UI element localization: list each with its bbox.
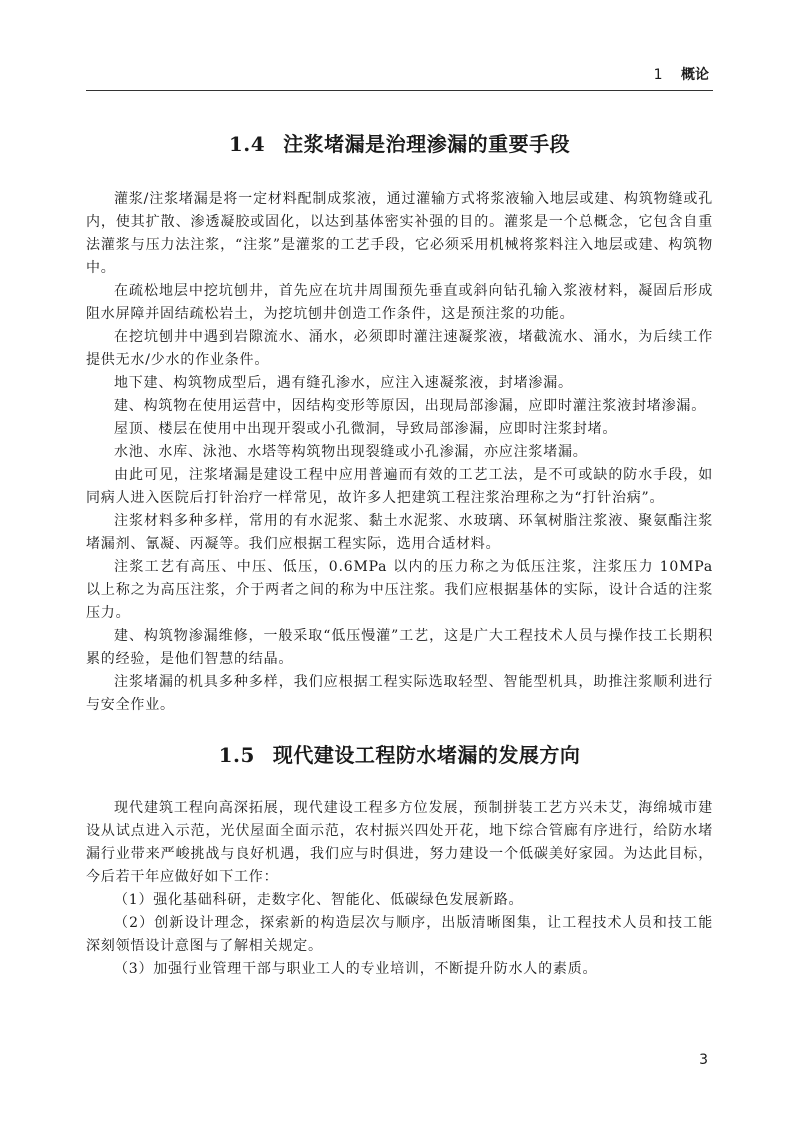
list-item: （2）创新设计理念，探索新的构造层次与顺序，出版清晰图集，让工程技术人员和技工能深刻领悟设计意图与了解相关规定。 [86,915,713,954]
paragraph: 在疏松地层中挖坑刨井，首先应在坑井周围预先垂直或斜向钻孔输入浆液材料，凝固后形成阻水屏障并固结疏松岩土，为挖坑刨井创造工作条件，这是预注浆的功能。 [86,283,713,322]
paragraph: 建、构筑物渗漏维修，一般采取“低压慢灌”工艺，这是广大工程技术人员与操作技工长期积累的经验，是他们智慧的结晶。 [86,628,713,667]
paragraph: 在挖坑刨井中遇到岩隙流水、涌水，必须即时灌注速凝浆液，堵截流水、涌水，为后续工作提供无水/少水的作业条件。 [86,329,713,368]
paragraph: 建、构筑物在使用运营中，因结构变形等原因，出现局部渗漏，应即时灌注浆液封堵渗漏。 [114,398,706,414]
paragraph: 水池、水库、泳池、水塔等构筑物出现裂缝或小孔渗漏，亦应注浆堵漏。 [114,444,588,460]
list-item: （1）强化基础科研，走数字化、智能化、低碳绿色发展新路。 [114,892,524,908]
paragraph: 屋顶、楼层在使用中出现开裂或小孔微洞，导致局部渗漏，应即时注浆封堵。 [114,421,618,437]
section-heading-1-5 [86,729,713,781]
chapter-number: 1 [653,67,663,83]
running-header-text [654,64,709,84]
paragraph: 注浆材料多种多样，常用的有水泥浆、黏土水泥浆、水玻璃、环氧树脂注浆液、聚氨酯注浆堵漏剂、氰凝、丙凝等。我们应根据工程实际，选用合适材料。 [86,513,713,552]
chapter-title: 概论 [681,67,709,83]
running-header [86,60,713,91]
paragraph: 现代建筑工程向高深拓展，现代建设工程多方位发展，预制拼装工艺方兴未艾，海绵城市建设从试点进入示范，光伏屋面全面示范，农村振兴四处开花，地下综合管廊有序进行，给防水堵漏行业带来严峻挑战与良好机遇，我们应与时俱进，努力建设一个低碳美好家园。为达此目标，今后若干年应做好如下工作： [86,800,713,885]
paragraph: 注浆堵漏的机具多种多样，我们应根据工程实际选取轻型、智能型机具，助推注浆顺利进行与安全作业。 [86,674,713,713]
page-number: 3 [699,1052,708,1068]
paragraph: 灌浆/注浆堵漏是将一定材料配制成浆液，通过灌输方式将浆液输入地层或建、构筑物缝或孔内，使其扩散、渗透凝胶或固化，以达到基体密实补强的目的。灌浆是一个总概念，它包含自重法灌浆与压力法注浆，“注浆”是灌浆的工艺手段，它必须采用机械将浆料注入地层或建、构筑物中。 [86,191,713,276]
section-title: 注浆堵漏是治理渗漏的重要手段 [283,132,571,156]
section-number: 1.5 [218,743,255,767]
paragraph: 注浆工艺有高压、中压、低压，0.6MPa 以内的压力称之为低压注浆，注浆压力 10MPa 以上称之为高压注浆，介于两者之间的称为中压注浆。我们应根据基体的实际，设计合适的注浆压力。 [86,559,713,621]
page-body [86,118,713,981]
section-title: 现代建设工程防水堵漏的发展方向 [272,743,581,767]
paragraph: 地下建、构筑物成型后，遇有缝孔渗水，应注入速凝浆液，封堵渗漏。 [114,375,573,391]
section-number: 1.4 [228,132,266,156]
paragraph: 由此可见，注浆堵漏是建设工程中应用普遍而有效的工艺工法，是不可或缺的防水手段，如同病人进入医院后打针治疗一样常见，故许多人把建筑工程注浆治理称之为“打针治病”。 [86,467,713,506]
section-heading-1-4 [86,118,713,170]
list-item: （3）加强行业管理干部与职业工人的专业培训，不断提升防水人的素质。 [114,961,598,977]
